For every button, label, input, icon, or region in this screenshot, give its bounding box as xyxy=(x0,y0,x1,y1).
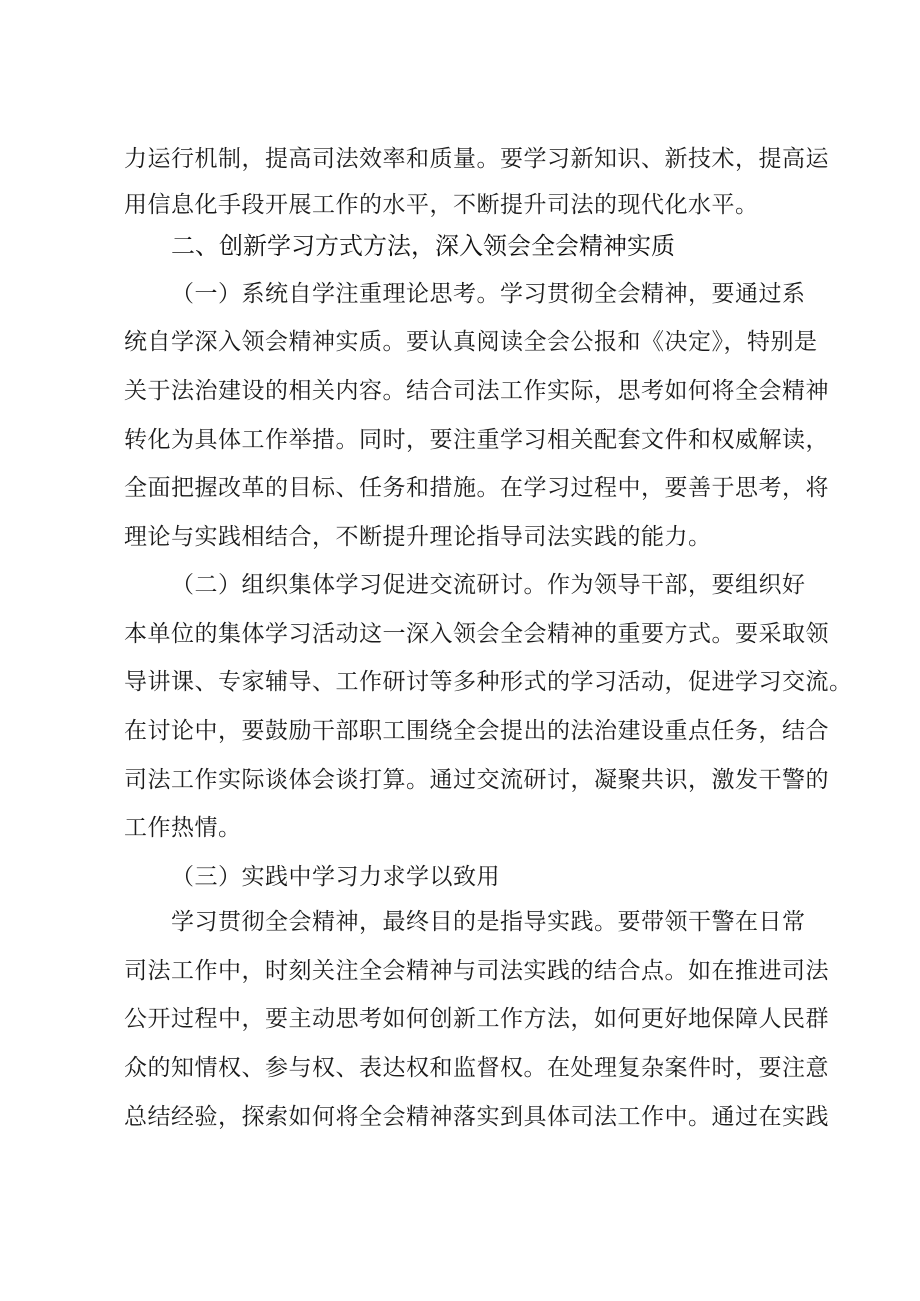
text-line: 工作热情。 xyxy=(124,815,242,841)
text-line: 学习贯彻全会精神，最终目的是指导实践。要带领干警在日常 xyxy=(171,909,806,935)
text-line: 总结经验，探索如何将全会精神落实到具体司法工作中。通过在实践 xyxy=(124,1104,829,1130)
text-line: 用信息化手段开展工作的水平，不断提升司法的现代化水平。 xyxy=(124,192,759,218)
text-line: 本单位的集体学习活动这一深入领会全会精神的重要方式。要采取领 xyxy=(124,621,829,647)
text-line: 公开过程中，要主动思考如何创新工作方法，如何更好地保障人民群 xyxy=(124,1006,829,1032)
text-line: 力运行机制，提高司法效率和质量。要学习新知识、新技术，提高运 xyxy=(124,146,829,172)
text-line: 理论与实践相结合，不断提升理论指导司法实践的能力。 xyxy=(124,524,712,550)
text-line: 全面把握改革的目标、任务和措施。在学习过程中，要善于思考，将 xyxy=(124,475,829,501)
subsection-line: （二）组织集体学习促进交流研讨。作为领导干部，要组织好 xyxy=(171,572,806,598)
text-line: 转化为具体工作举措。同时，要注重学习相关配套文件和权威解读， xyxy=(124,427,829,453)
text-line: 众的知情权、参与权、表达权和监督权。在处理复杂案件时，要注意 xyxy=(124,1055,829,1081)
subsection-heading: （三）实践中学习力求学以致用 xyxy=(171,864,500,890)
text-line: 关于法治建设的相关内容。结合司法工作实际，思考如何将全会精神 xyxy=(124,378,829,404)
text-line: 在讨论中，要鼓励干部职工围绕全会提出的法治建设重点任务，结合 xyxy=(124,718,829,744)
text-line: 统自学深入领会精神实质。要认真阅读全会公报和《决定》，特别是 xyxy=(124,329,818,355)
text-line: 导讲课、专家辅导、工作研讨等多种形式的学习活动，促进学习交流。 xyxy=(124,669,853,695)
section-heading: 二、创新学习方式方法，深入领会全会精神实质 xyxy=(171,232,675,260)
text-line: 司法工作中，时刻关注全会精神与司法实践的结合点。如在推进司法 xyxy=(124,958,829,984)
text-line: 司法工作实际谈体会谈打算。通过交流研讨，凝聚共识，激发干警的 xyxy=(124,767,829,793)
subsection-line: （一）系统自学注重理论思考。学习贯彻全会精神，要通过系 xyxy=(171,281,806,307)
